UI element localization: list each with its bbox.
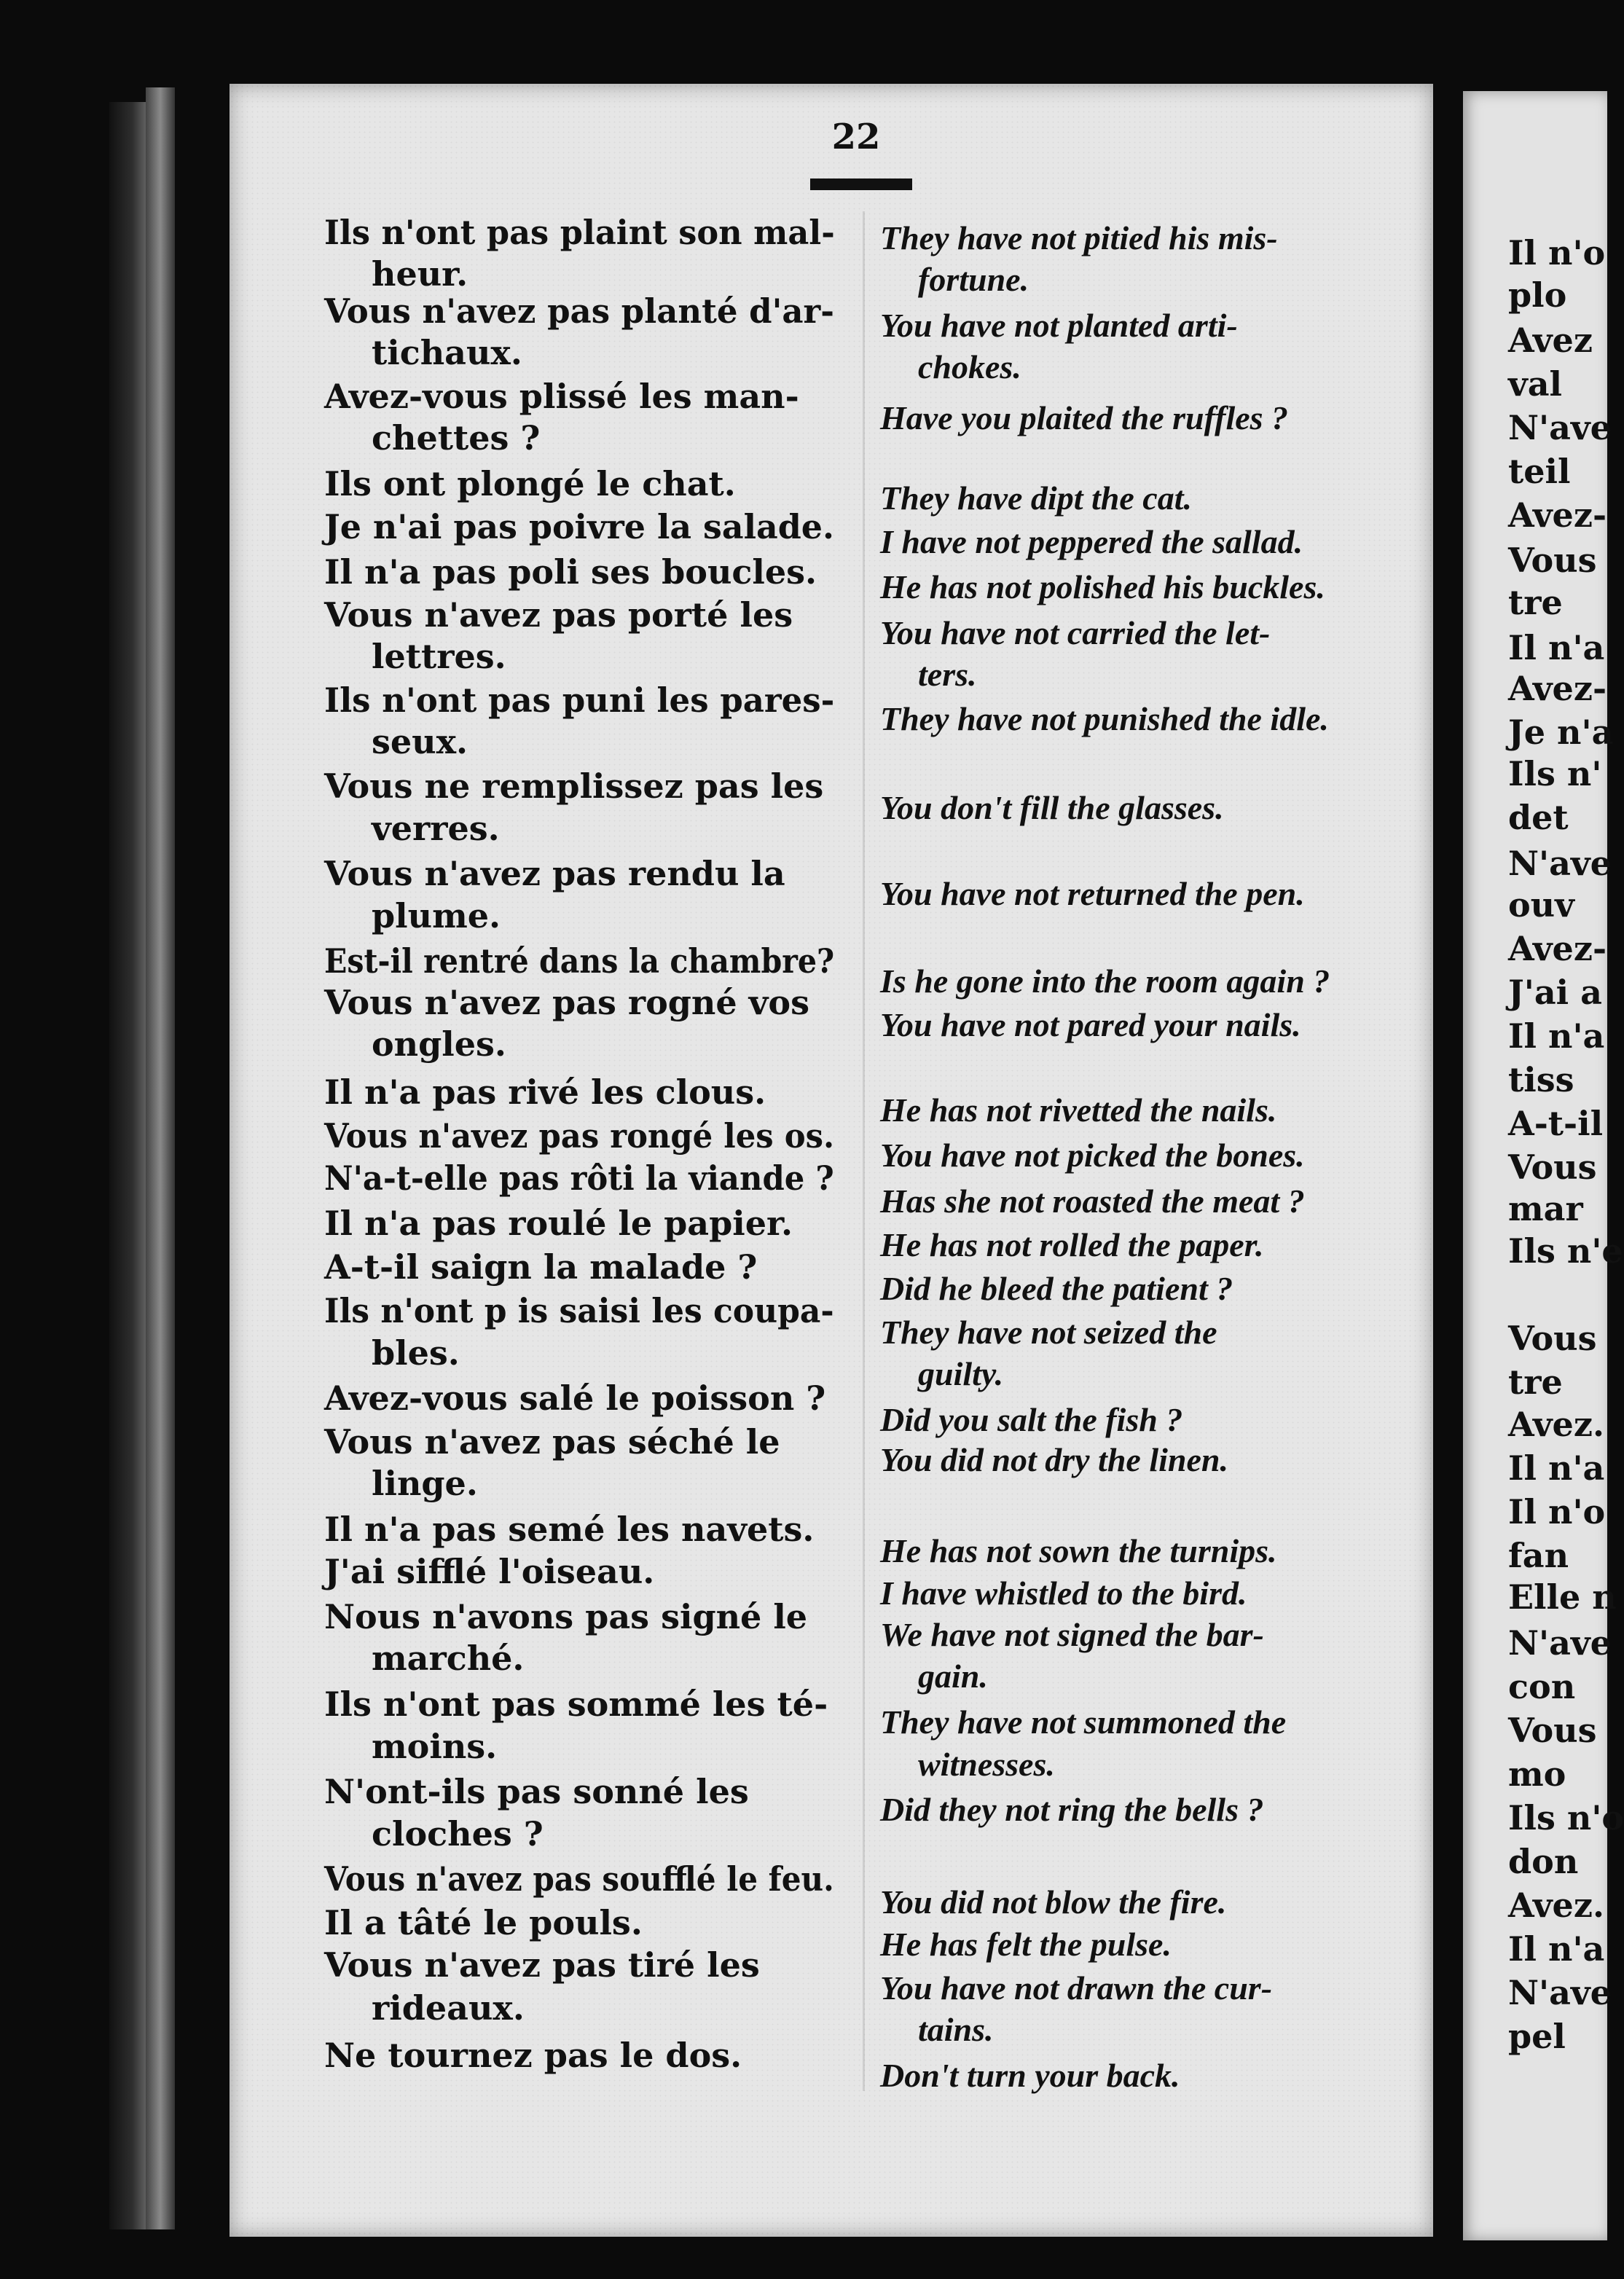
french-line: Il n'a pas poli ses boucles. (324, 552, 817, 592)
french-line: Il a tâté le pouls. (324, 1903, 643, 1942)
english-line: gain. (918, 1658, 988, 1695)
french-line: Vous n'avez pas tiré les (324, 1945, 760, 1985)
english-line: ters. (918, 656, 977, 693)
french-line: Est-il rentré dans la chambre? (324, 941, 835, 981)
book-spine-edge (146, 87, 175, 2229)
english-line: Did he bleed the patient ? (880, 1270, 1233, 1307)
french-line: linge. (372, 1464, 478, 1503)
english-line: You have not planted arti- (880, 307, 1238, 344)
english-line: They have not pitied his mis- (880, 219, 1278, 256)
right-page-fragment: Avez- (1508, 929, 1607, 968)
right-page-edge (1463, 91, 1624, 2240)
header-rule (810, 179, 912, 190)
english-line: Has she not roasted the meat ? (880, 1182, 1305, 1220)
page-number: 22 (831, 117, 881, 157)
right-page-fragment: tre (1508, 1362, 1563, 1402)
english-line: guilty. (918, 1355, 1004, 1392)
english-line: He has not rolled the paper. (880, 1226, 1264, 1263)
english-line: You did not blow the fire. (880, 1883, 1227, 1921)
french-line: Avez-vous salé le poisson ? (324, 1378, 826, 1418)
french-line: J'ai sifflé l'oiseau. (324, 1552, 655, 1591)
french-line: seux. (372, 722, 468, 761)
french-line: Vous n'avez pas séché le (324, 1422, 780, 1462)
english-line: You have not pared your nails. (880, 1006, 1301, 1043)
right-page-fragment: Vous (1508, 541, 1597, 580)
right-page-fragment: Vous (1508, 1319, 1597, 1358)
french-line: Vous n'avez pas porté les (324, 595, 793, 635)
english-line: I have not peppered the sallad. (880, 523, 1303, 560)
english-line: You have not returned the pen. (880, 875, 1305, 912)
english-line: chokes. (918, 348, 1021, 385)
right-page-fragment: Je n'a (1508, 713, 1614, 752)
right-page-fragment: N'ave (1508, 1623, 1612, 1663)
french-line: rideaux. (372, 1988, 525, 2028)
english-line: fortune. (918, 261, 1029, 298)
french-line: A-t-il saign la malade ? (324, 1247, 758, 1287)
right-page-fragment: N'ave (1508, 844, 1612, 883)
right-page-fragment: Il n'a (1508, 1016, 1605, 1056)
right-page-fragment: tre (1508, 583, 1563, 622)
right-page-fragment: Ils n' (1508, 754, 1602, 793)
french-line: Ils ont plongé le chat. (324, 464, 736, 503)
french-line: verres. (372, 809, 500, 848)
french-line: ongles. (372, 1024, 506, 1064)
right-page-fragment: Vous (1508, 1148, 1597, 1187)
english-line: They have not seized the (880, 1314, 1217, 1351)
right-page-fragment: det (1508, 798, 1569, 837)
right-page-fragment: N'ave (1508, 1973, 1612, 2012)
english-line: I have whistled to the bird. (880, 1574, 1247, 1612)
english-line: They have dipt the cat. (880, 479, 1192, 517)
french-line: Ils n'ont p is saisi les coupa- (324, 1291, 834, 1330)
french-line: Avez-vous plissé les man- (324, 377, 799, 416)
right-page-fragment: J'ai a (1508, 973, 1602, 1012)
french-line: Il n'a pas rivé les clous. (324, 1072, 766, 1112)
english-line: Don't turn your back. (880, 2057, 1180, 2094)
right-page-fragment: con (1508, 1667, 1576, 1706)
french-line: Nous n'avons pas signé le (324, 1597, 808, 1636)
english-line: You don't fill the glasses. (880, 789, 1224, 826)
french-line: Vous n'avez pas rongé les os. (324, 1116, 835, 1156)
english-line: Did you salt the fish ? (880, 1401, 1183, 1438)
french-line: marché. (372, 1639, 525, 1678)
french-line: Ils n'ont pas puni les pares- (324, 680, 835, 720)
right-page-fragment: mo (1508, 1754, 1566, 1794)
french-line: moins. (372, 1727, 498, 1766)
right-page-fragment: teil (1508, 452, 1571, 491)
french-line: plume. (372, 896, 501, 935)
right-page-fragment: don (1508, 1842, 1579, 1881)
right-page-fragment: Avez (1508, 321, 1593, 360)
right-page-fragment: plo (1508, 275, 1567, 315)
right-page-fragment: Il n'a (1508, 1448, 1605, 1488)
french-line: Vous n'avez pas soufflé le feu. (324, 1859, 834, 1899)
french-line: Ils n'ont pas sommé les té- (324, 1684, 828, 1724)
column-divider (863, 211, 865, 2091)
right-page-fragment: Il n'o (1508, 1492, 1606, 1531)
english-line: Is he gone into the room again ? (880, 962, 1330, 1000)
right-page-fragment: N'ave (1508, 408, 1612, 447)
french-line: tichaux. (372, 333, 522, 372)
english-line: You have not drawn the cur- (880, 1969, 1273, 2007)
english-line: witnesses. (918, 1746, 1055, 1783)
english-line: You have not carried the let- (880, 614, 1271, 651)
french-line: lettres. (372, 637, 506, 676)
right-page-fragment: Il n'a (1508, 1929, 1605, 1969)
french-line: Vous n'avez pas rogné vos (324, 983, 809, 1022)
right-page-fragment: mar (1508, 1189, 1583, 1228)
english-line: He has not polished his buckles. (880, 568, 1325, 605)
french-line: Je n'ai pas poivre la salade. (324, 507, 834, 546)
english-line: You have not picked the bones. (880, 1137, 1305, 1174)
right-page-fragment: Elle n (1508, 1577, 1617, 1617)
french-line: heur. (372, 254, 468, 294)
right-page-fragment: tiss (1508, 1060, 1574, 1099)
english-line: He has not rivetted the nails. (880, 1091, 1277, 1129)
right-page-fragment: ouv (1508, 885, 1574, 925)
french-line: Vous n'avez pas rendu la (324, 854, 785, 893)
french-line: Ne tournez pas le dos. (324, 2036, 742, 2075)
right-page-fragment: Il n'o (1508, 233, 1606, 272)
right-page-fragment: Vous (1508, 1711, 1597, 1750)
french-line: Vous n'avez pas planté d'ar- (324, 291, 834, 331)
right-page-fragment: Avez- (1508, 669, 1607, 708)
right-page-fragment: Avez- (1508, 495, 1607, 535)
english-line: We have not signed the bar- (880, 1616, 1264, 1653)
french-line: N'ont-ils pas sonné les (324, 1772, 749, 1811)
french-line: Vous ne remplissez pas les (324, 766, 824, 806)
french-line: chettes ? (372, 418, 541, 458)
right-page-fragment: pel (1508, 2017, 1566, 2056)
english-line: He has not sown the turnips. (880, 1532, 1277, 1569)
right-page-fragment: Ils n'o (1508, 1798, 1624, 1837)
french-line: Ils n'ont pas plaint son mal- (324, 213, 835, 252)
right-page-fragment: Avez. (1508, 1405, 1604, 1444)
right-page-fragment: A-t-il (1508, 1104, 1604, 1143)
right-page-fragment: Avez. (1508, 1886, 1604, 1925)
english-line: Did they not ring the bells ? (880, 1791, 1264, 1828)
english-line: They have not punished the idle. (880, 700, 1329, 737)
english-line: Have you plaited the ruffles ? (880, 399, 1289, 436)
french-line: cloches ? (372, 1814, 544, 1854)
right-page-fragment: Ils n'e (1508, 1231, 1623, 1271)
english-line: He has felt the pulse. (880, 1926, 1172, 1963)
english-line: tains. (918, 2011, 994, 2048)
right-page-fragment: fan (1508, 1536, 1569, 1575)
english-line: They have not summoned the (880, 1703, 1287, 1741)
french-line: N'a-t-elle pas rôti la viande ? (324, 1158, 834, 1198)
right-page-fragment: val (1508, 364, 1563, 404)
french-line: bles. (372, 1333, 460, 1373)
right-page-fragment: Il n'a (1508, 628, 1605, 667)
french-line: Il n'a pas roulé le papier. (324, 1204, 793, 1243)
english-line: You did not dry the linen. (880, 1441, 1228, 1478)
french-line: Il n'a pas semé les navets. (324, 1510, 815, 1549)
